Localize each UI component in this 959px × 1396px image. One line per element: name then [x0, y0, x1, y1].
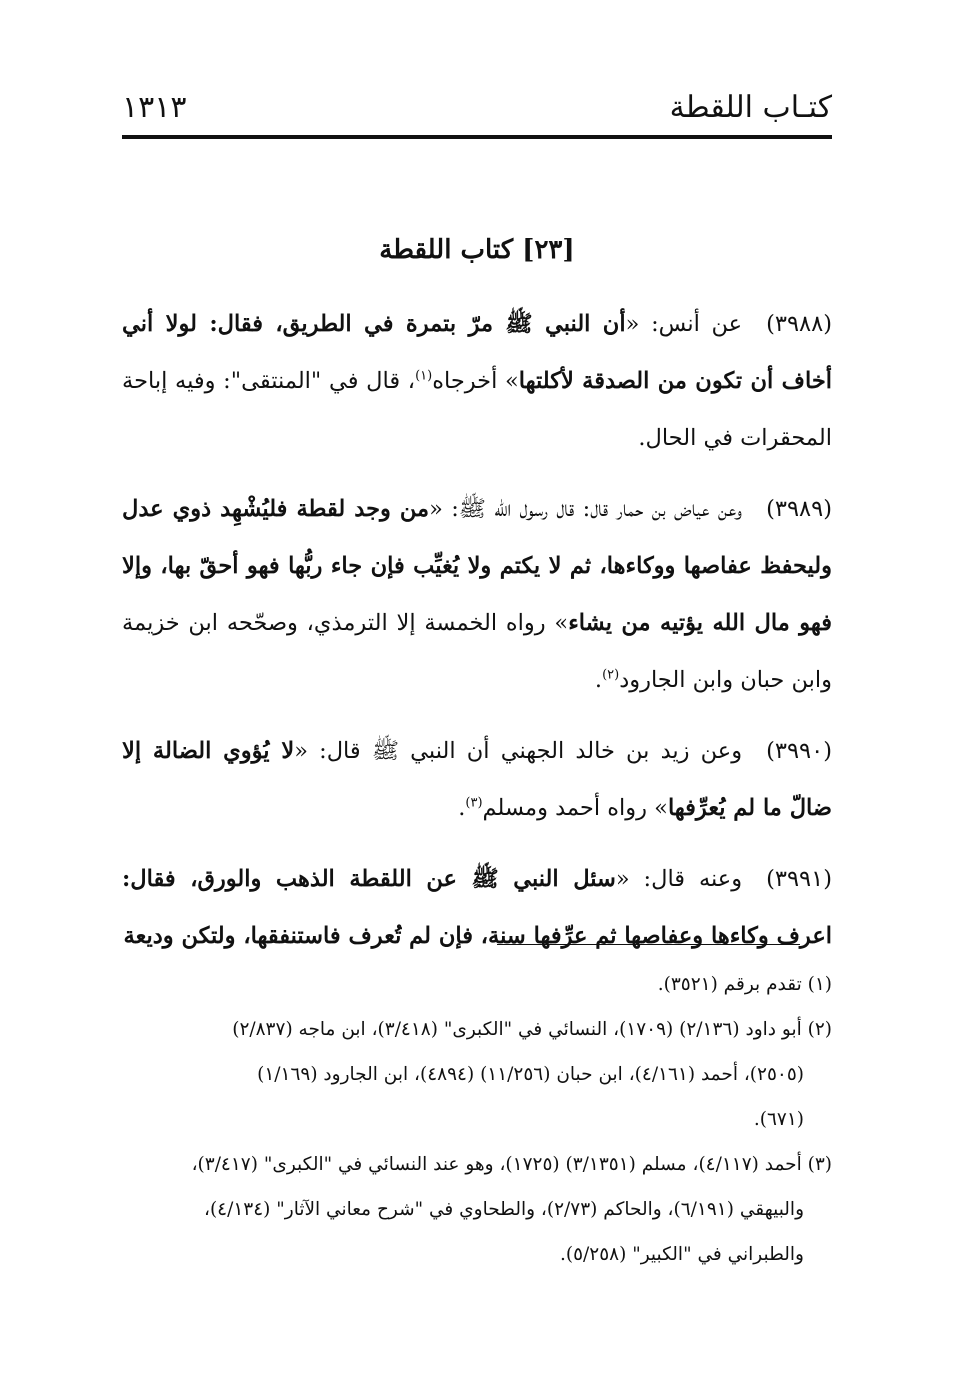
- hadith-intro: عن أنس: «: [625, 311, 743, 337]
- footnote-ref: (٢): [602, 667, 620, 683]
- hadith-number: (٣٩٨٨): [766, 311, 833, 337]
- hadith-matn: لا يُؤوي الضالة إلا ضالّ ما لم يُعرِّفها: [122, 738, 832, 821]
- footnote-3-continuation: والطبراني في "الكبير" (٥/٢٥٨).: [560, 1244, 804, 1265]
- hadith-intro: وعنه قال: «: [615, 866, 743, 892]
- hadith-3991: [122, 851, 832, 965]
- hadith-end: .: [594, 667, 603, 693]
- main-text: [122, 296, 832, 979]
- header-rule: [122, 135, 832, 139]
- hadith-matn: أن النبي ﷺ مرّ بتمرة في الطريق، فقال: لولا أني أخاف أن تكون من الصدقة لأكلتها: [122, 311, 832, 394]
- page-header: [122, 88, 832, 132]
- hadith-matn: من وجد لقطة فليُشْهِد ذوي عدل وليحفظ عفاصها ووكاءها، ثم لا يكتم ولا يُغيِّب فإن جاء ربُّها فهو أحقّ بها، وإلا فهو مال الله يؤتيه من يشاء: [122, 496, 832, 636]
- hadith-3989: [122, 481, 832, 709]
- chapter-title: [٢٣] كتاب اللقطة: [379, 235, 575, 265]
- running-title: كتـاب اللقطة: [669, 90, 832, 125]
- hadith-takhrij: » رواه أحمد ومسلم: [482, 795, 668, 821]
- hadith-takhrij: » رواه الخمسة إلا الترمذي، وصحّحه ابن خزيمة وابن حبان وابن الجارود: [122, 610, 832, 693]
- hadith-number: (٣٩٨٩): [766, 496, 832, 522]
- footnote-ref: (٣): [465, 795, 483, 811]
- hadith-intro: وعن زيد بن خالد الجهني أن النبي ﷺ قال: «: [294, 738, 743, 764]
- hadith-number: (٣٩٩١): [766, 866, 832, 892]
- footnote-2-continuation: (٦٧١).: [753, 1109, 804, 1130]
- hadith-intro: وعن عياض بن حمار قال: قال رسول الله ﷺ: «: [429, 496, 743, 522]
- page-number: ١٣١٣: [122, 90, 187, 125]
- hadith-comment: ، قال في "المنتقى": وفيه إباحة المحقرات في الحال.: [122, 368, 832, 451]
- hadith-end: .: [458, 795, 466, 821]
- footnotes: [122, 962, 832, 1277]
- footnote-3-continuation: والبيهقي (٦/١٩١)، والحاكم (٢/٧٣)، والطحاوي في "شرح معاني الآثار" (٤/١٣٤)،: [203, 1199, 804, 1220]
- hadith-takhrij: » أخرجاه: [432, 368, 519, 394]
- footnote-3: (٣) أحمد (٤/١١٧)، مسلم (٣/١٣٥١) (١٧٢٥)، وهو عند النسائي في "الكبرى" (٣/٤١٧)،: [191, 1154, 832, 1175]
- footnote-ref: (١): [415, 368, 433, 384]
- footnote-separator: [497, 944, 800, 945]
- hadith-number: (٣٩٩٠): [766, 738, 832, 764]
- footnote-2-continuation: (٢٥٠٥)، أحمد (٤/١٦١)، ابن حبان (١١/٢٥٦) (٤٨٩٤)، ابن الجارود (١/١٦٩): [257, 1064, 804, 1085]
- hadith-matn: سئل النبي ﷺ عن اللقطة الذهب والورق، فقال: اعرف وكاءها وعفاصها ثم عرِّفها سنة، فإن لم تُعرف فاستنفقها، ولتكن وديعة: [122, 866, 832, 949]
- hadith-3988: [122, 296, 832, 467]
- hadith-3990: [122, 723, 832, 837]
- footnote-1: (١) تقدم برقم (٣٥٢١).: [657, 974, 832, 995]
- footnote-2: (٢) أبو داود (٢/١٣٦) (١٧٠٩)، النسائي في "الكبرى" (٣/٤١٨)، ابن ماجه (٢/٨٣٧): [232, 1019, 832, 1040]
